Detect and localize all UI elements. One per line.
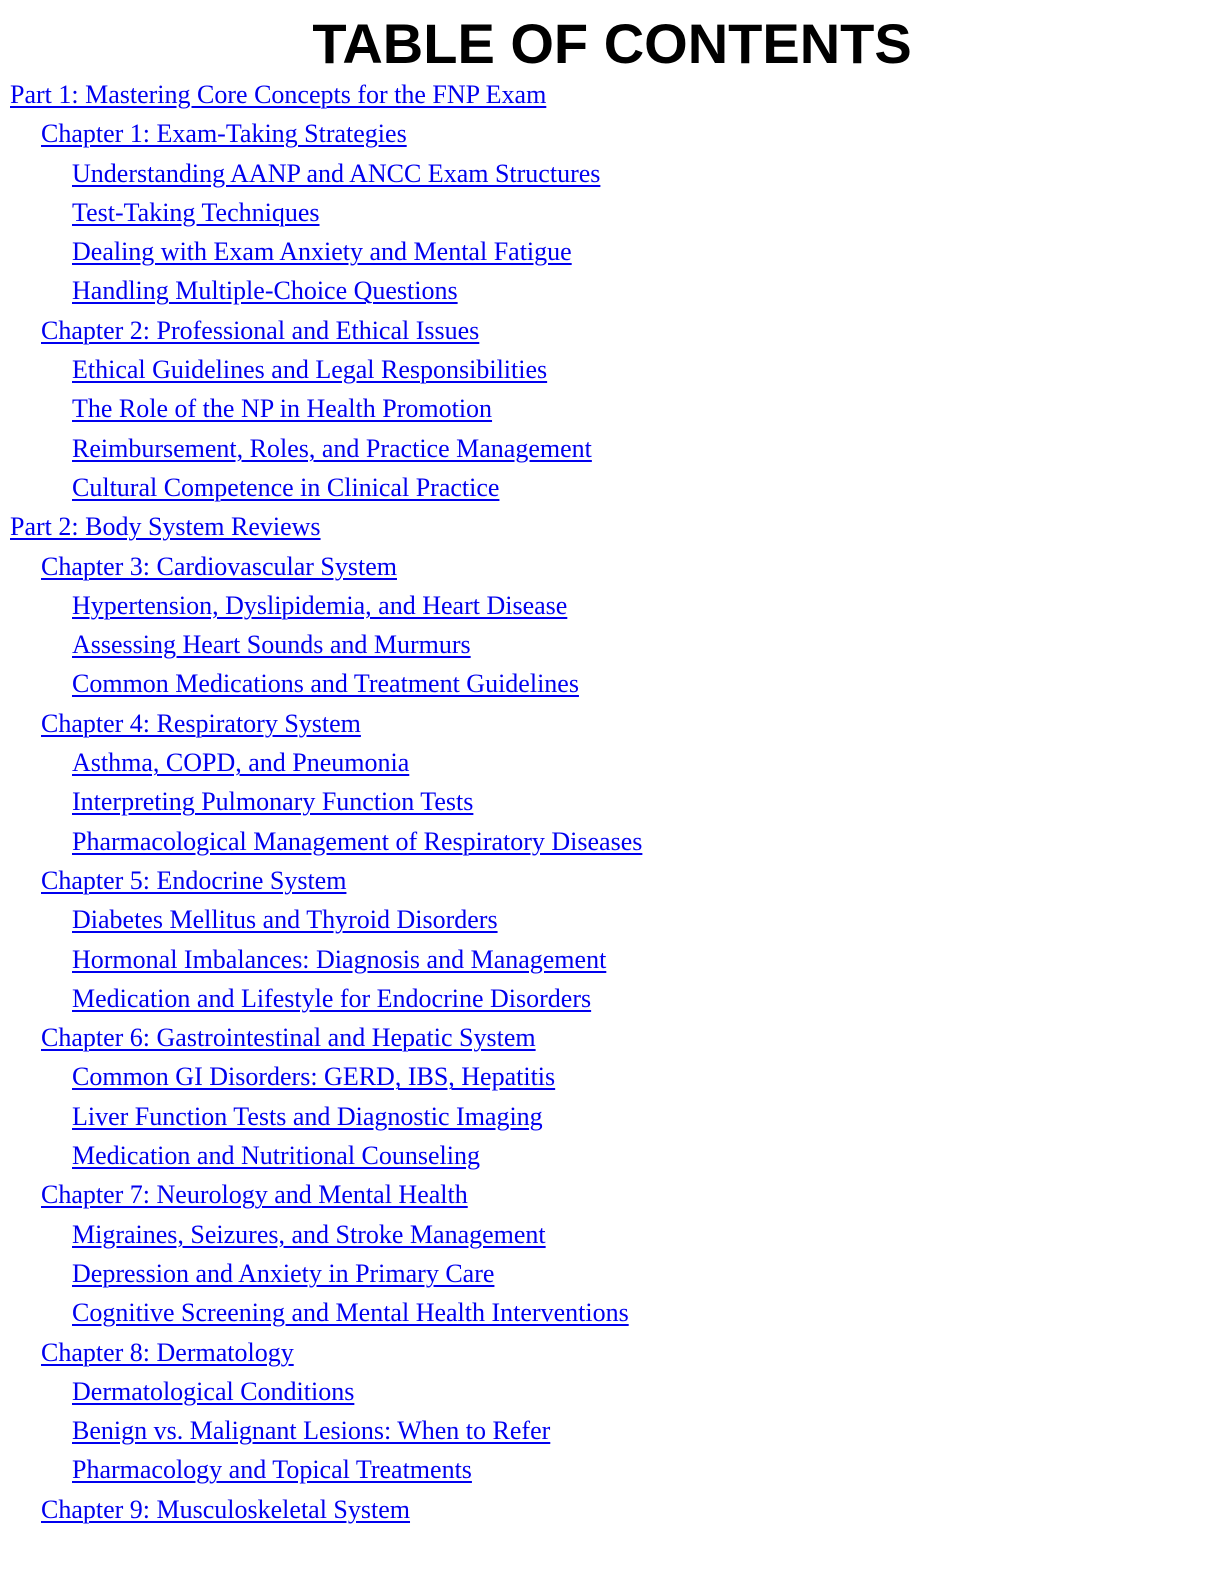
toc-entry xyxy=(0,1018,1224,1057)
toc-link-section[interactable]: Liver Function Tests and Diagnostic Imaging xyxy=(72,1101,543,1131)
toc-link-section[interactable]: The Role of the NP in Health Promotion xyxy=(72,394,493,424)
toc-link-chapter[interactable]: Chapter 9: Musculoskeletal System xyxy=(41,1494,411,1524)
toc-link-section[interactable]: Asthma, COPD, and Pneumonia xyxy=(72,748,410,778)
toc-link-section[interactable]: Migraines, Seizures, and Stroke Management xyxy=(72,1219,546,1249)
toc-entry xyxy=(0,1490,1224,1529)
toc-link-section[interactable]: Ethical Guidelines and Legal Responsibilities xyxy=(72,355,548,385)
toc-entry xyxy=(0,468,1224,507)
toc-entry xyxy=(0,350,1224,389)
toc-link-section[interactable]: Test-Taking Techniques xyxy=(72,197,320,227)
toc-link-section[interactable]: Assessing Heart Sounds and Murmurs xyxy=(72,630,471,660)
toc-entry xyxy=(0,114,1224,153)
toc-entry xyxy=(0,429,1224,468)
toc-entry xyxy=(0,1411,1224,1450)
toc-entry xyxy=(0,861,1224,900)
toc-entry xyxy=(0,900,1224,939)
toc-entry xyxy=(0,979,1224,1018)
toc-entry xyxy=(0,664,1224,703)
toc-link-part[interactable]: Part 2: Body System Reviews xyxy=(10,512,321,542)
toc-link-section[interactable]: Pharmacological Management of Respiratory Diseases xyxy=(72,826,643,856)
toc-link-section[interactable]: Hypertension, Dyslipidemia, and Heart Disease xyxy=(72,590,568,620)
toc-link-chapter[interactable]: Chapter 8: Dermatology xyxy=(41,1337,294,1367)
toc-entry xyxy=(0,586,1224,625)
toc-link-section[interactable]: Handling Multiple-Choice Questions xyxy=(72,276,458,306)
toc-entry xyxy=(0,1450,1224,1489)
toc-entry xyxy=(0,547,1224,586)
toc-entry xyxy=(0,822,1224,861)
toc-entry xyxy=(0,193,1224,232)
toc-list xyxy=(0,75,1224,1529)
toc-entry xyxy=(0,311,1224,350)
toc-link-chapter[interactable]: Chapter 3: Cardiovascular System xyxy=(41,551,397,581)
toc-link-section[interactable]: Common Medications and Treatment Guidelines xyxy=(72,669,579,699)
toc-link-section[interactable]: Benign vs. Malignant Lesions: When to Refer xyxy=(72,1416,551,1446)
toc-entry xyxy=(0,743,1224,782)
toc-entry xyxy=(0,232,1224,271)
toc-link-section[interactable]: Medication and Lifestyle for Endocrine Disorders xyxy=(72,983,592,1013)
toc-link-section[interactable]: Interpreting Pulmonary Function Tests xyxy=(72,787,474,817)
toc-link-section[interactable]: Dealing with Exam Anxiety and Mental Fatigue xyxy=(72,237,572,267)
toc-entry xyxy=(0,389,1224,428)
toc-entry xyxy=(0,704,1224,743)
toc-link-section[interactable]: Common GI Disorders: GERD, IBS, Hepatitis xyxy=(72,1062,556,1092)
toc-entry xyxy=(0,1215,1224,1254)
toc-link-chapter[interactable]: Chapter 5: Endocrine System xyxy=(41,865,347,895)
toc-link-section[interactable]: Cognitive Screening and Mental Health Interventions xyxy=(72,1298,629,1328)
toc-link-chapter[interactable]: Chapter 1: Exam-Taking Strategies xyxy=(41,119,407,149)
toc-link-chapter[interactable]: Chapter 4: Respiratory System xyxy=(41,708,361,738)
toc-link-section[interactable]: Reimbursement, Roles, and Practice Management xyxy=(72,433,592,463)
toc-link-chapter[interactable]: Chapter 6: Gastrointestinal and Hepatic System xyxy=(41,1023,536,1053)
toc-entry xyxy=(0,1175,1224,1214)
page-title: TABLE OF CONTENTS xyxy=(312,12,912,75)
toc-entry xyxy=(0,75,1224,114)
toc-entry xyxy=(0,782,1224,821)
toc-entry xyxy=(0,625,1224,664)
toc-link-section[interactable]: Hormonal Imbalances: Diagnosis and Management xyxy=(72,944,607,974)
toc-link-section[interactable]: Pharmacology and Topical Treatments xyxy=(72,1455,472,1485)
toc-entry xyxy=(0,507,1224,546)
toc-link-section[interactable]: Cultural Competence in Clinical Practice xyxy=(72,472,500,502)
toc-link-section[interactable]: Diabetes Mellitus and Thyroid Disorders xyxy=(72,905,498,935)
toc-link-part[interactable]: Part 1: Mastering Core Concepts for the FNP Exam xyxy=(10,80,547,109)
toc-entry xyxy=(0,271,1224,310)
toc-entry xyxy=(0,1097,1224,1136)
toc-entry xyxy=(0,1136,1224,1175)
toc-link-section[interactable]: Dermatological Conditions xyxy=(72,1376,355,1406)
toc-entry xyxy=(0,1372,1224,1411)
toc-link-section[interactable]: Understanding AANP and ANCC Exam Structures xyxy=(72,158,601,188)
toc-entry xyxy=(0,1254,1224,1293)
toc-link-chapter[interactable]: Chapter 7: Neurology and Mental Health xyxy=(41,1180,468,1210)
toc-entry xyxy=(0,1057,1224,1096)
toc-link-section[interactable]: Medication and Nutritional Counseling xyxy=(72,1141,480,1171)
toc-entry xyxy=(0,1333,1224,1372)
toc-entry xyxy=(0,154,1224,193)
toc-entry xyxy=(0,1293,1224,1332)
toc-link-chapter[interactable]: Chapter 2: Professional and Ethical Issues xyxy=(41,315,480,345)
toc-entry xyxy=(0,940,1224,979)
toc-link-section[interactable]: Depression and Anxiety in Primary Care xyxy=(72,1258,495,1288)
